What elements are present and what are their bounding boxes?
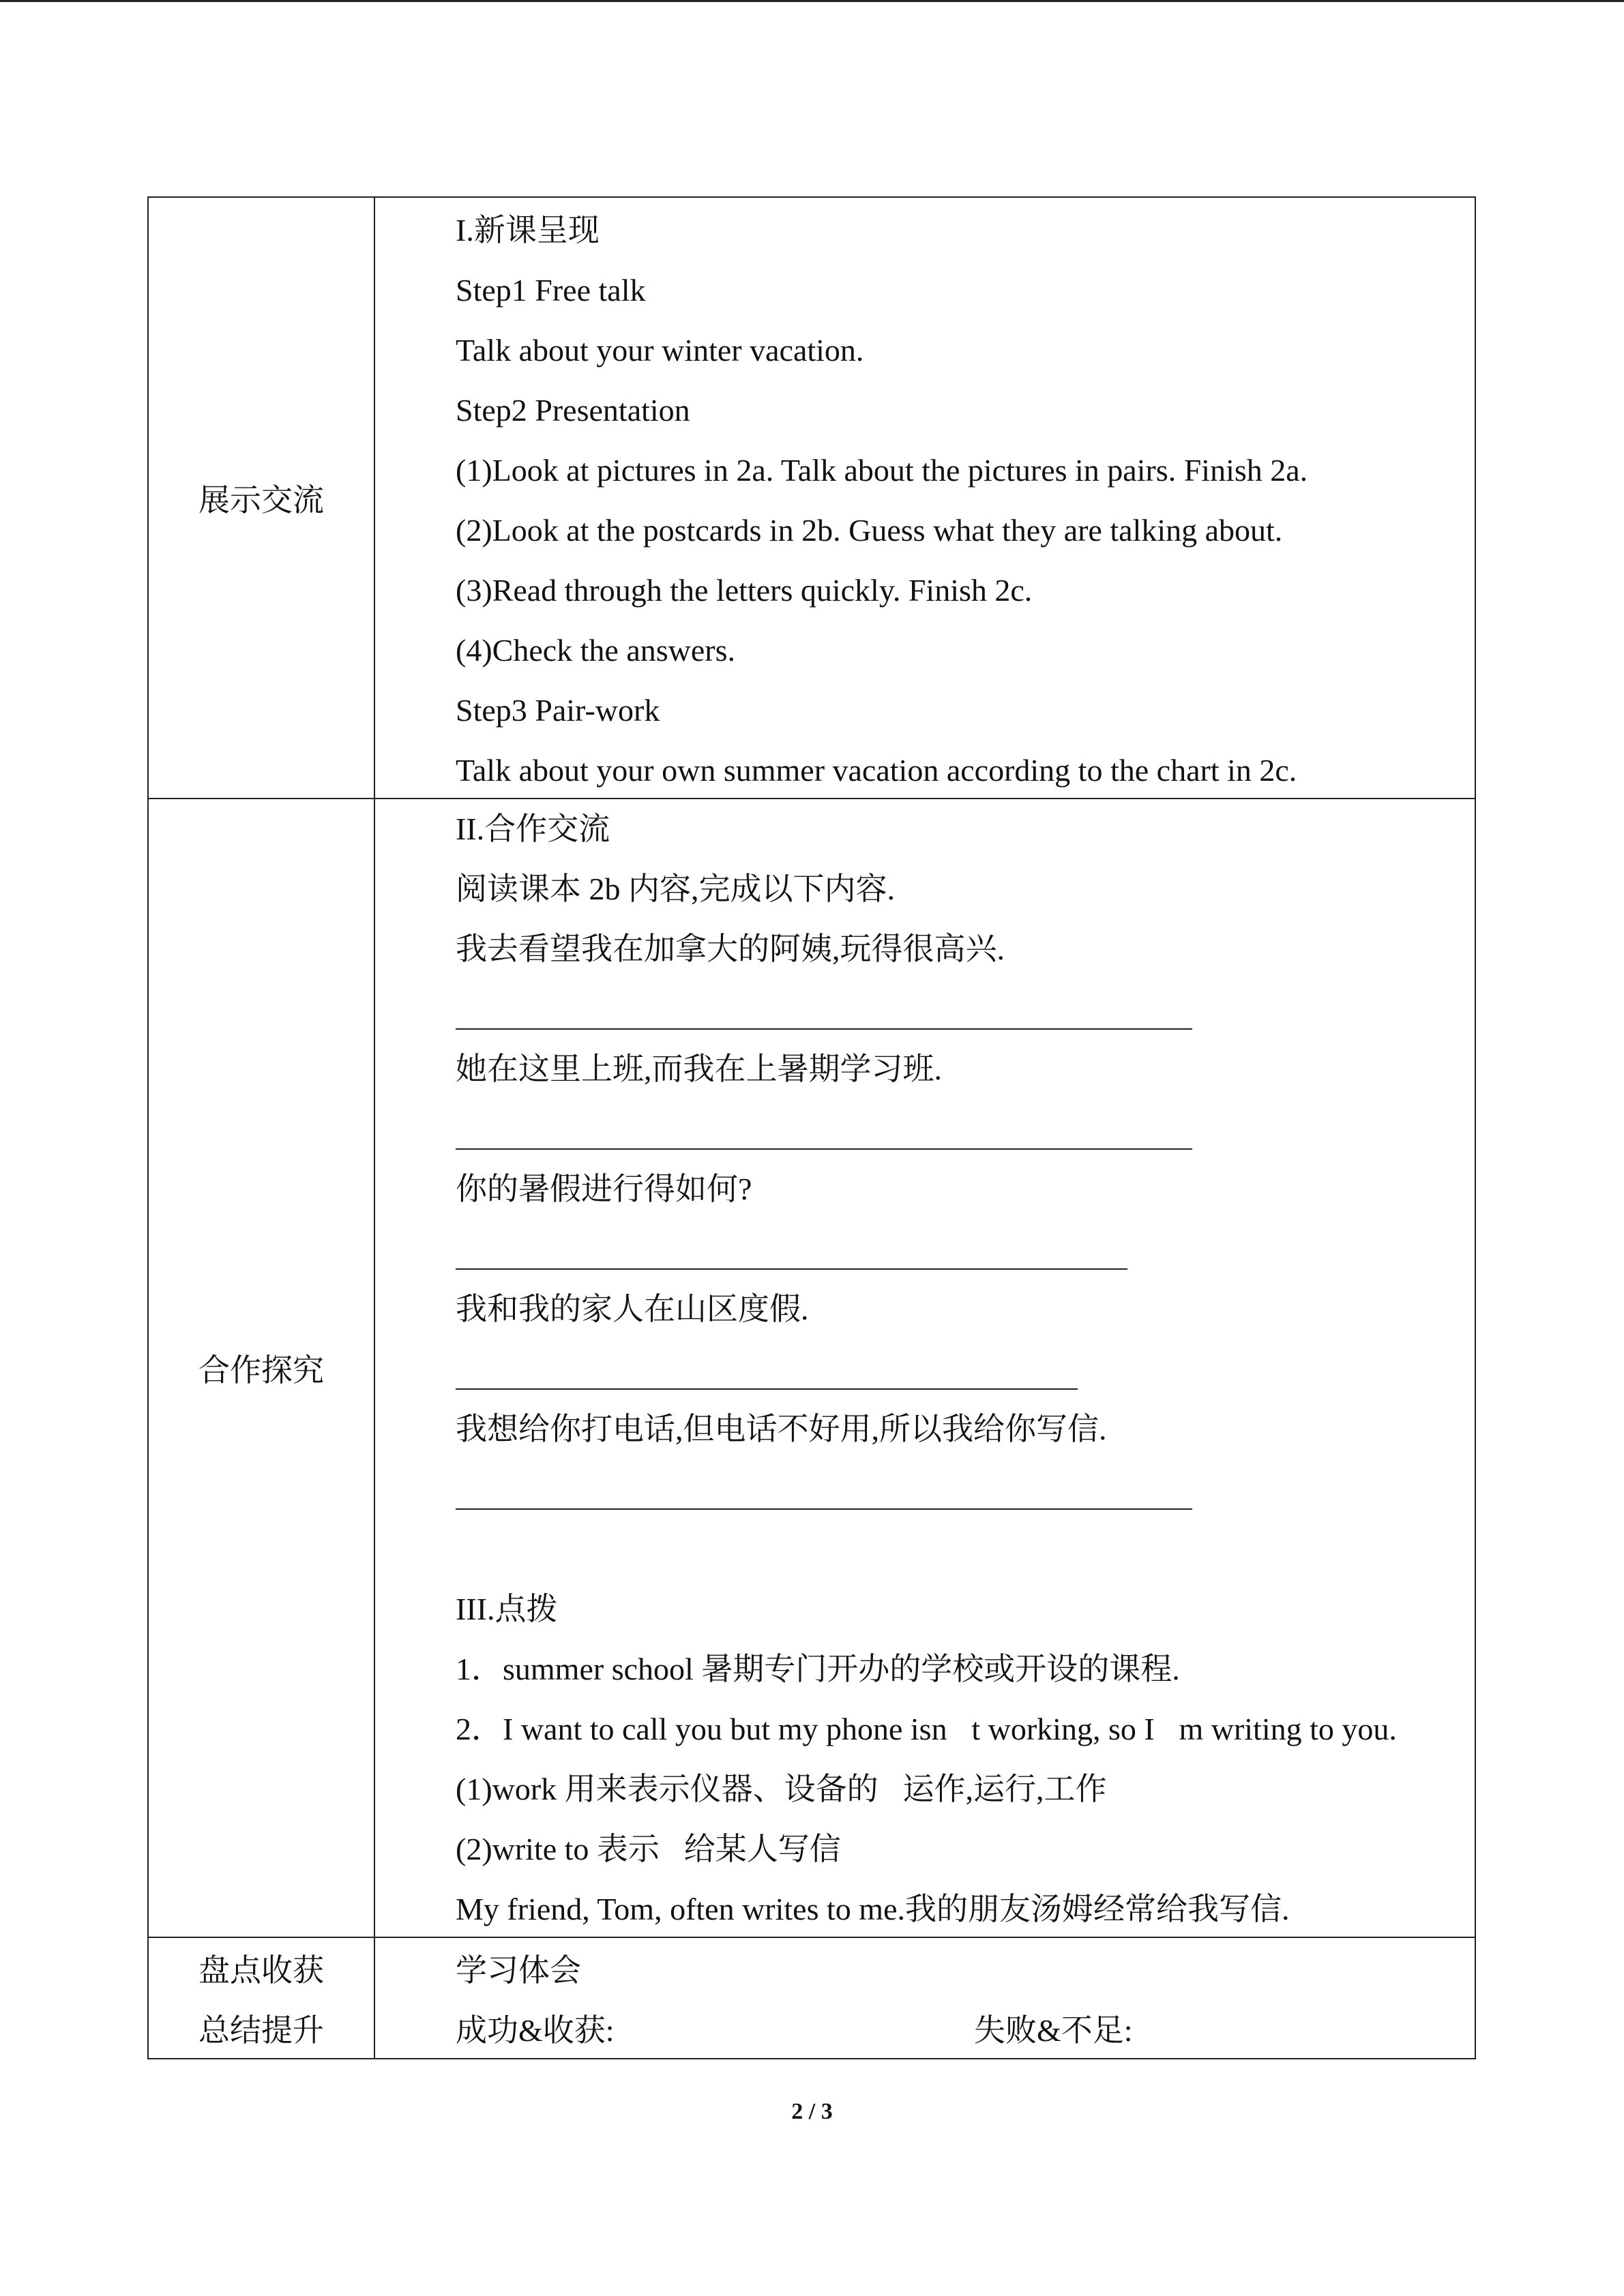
step-line: Step2 Presentation [456,393,690,428]
answer-blank-line[interactable] [456,1099,1475,1159]
answer-blank-line[interactable] [456,979,1475,1039]
page-indicator: 2 / 3 [791,2099,833,2124]
row-label-explore: 合作探究 [148,799,374,1937]
top-border-line [0,0,1624,2]
translation-prompt: 我和我的家人在山区度假. [456,1292,809,1326]
section-heading-tips: III.点拨 [456,1592,558,1626]
answer-blank-line[interactable] [456,1339,1475,1399]
tip-line: 2．I want to call you but my phone isn t working, so I m writing to you. [456,1712,1397,1746]
row-display [148,197,1475,799]
answer-blank-line[interactable] [456,1459,1475,1519]
step-line: Talk about your winter vacation. [456,333,864,368]
row-content-display [374,197,1475,799]
row-label-display: 展示交流 [148,197,374,799]
tip-line: (2)write to 表示 给某人写信  [456,1832,866,1866]
step-line: (4)Check the answers. [456,633,736,668]
translation-prompt: 我去看望我在加拿大的阿姨,玩得很高兴. [456,931,1005,966]
summary-label-line2: 总结提升 [198,2013,324,2048]
row-label-summary [148,1937,374,2059]
tip-line: 1．summer school 暑期专门开办的学校或开设的课程. [456,1652,1180,1686]
summary-label-line1: 盘点收获 [198,1953,324,1988]
row-summary [148,1937,1475,2059]
row-explore [148,799,1475,1937]
row-content-explore [374,799,1475,1937]
translation-prompt: 你的暑假进行得如何? [456,1172,752,1206]
step-line: (3)Read through the letters quickly. Finish 2c. [456,573,1033,608]
blank-spacer [456,1519,1475,1579]
step-line: Talk about your own summer vacation according to the chart in 2c. [456,753,1297,788]
section-heading-reflection: 学习体会 [456,1953,581,1988]
step-line: Step3 Pair-work [456,693,660,728]
step-line: Step1 Free talk [456,273,646,308]
failure-label: 失败&不足: [974,2013,1133,2048]
instruction-line: 阅读课本 2b 内容,完成以下内容. [456,871,895,906]
reflection-fields [456,2001,1475,2058]
section-heading-new-lesson: I.新课呈现 [456,213,600,248]
lesson-table [147,196,1476,2059]
tip-line: (1)work 用来表示仪器、设备的 运作,运行,工作  [456,1772,1132,1806]
section-heading-cooperation: II.合作交流 [456,811,610,846]
tip-line: My friend, Tom, often writes to me.我的朋友汤姆经常给我写信. [456,1892,1290,1926]
answer-blank-line[interactable] [456,1219,1475,1279]
step-line: (1)Look at pictures in 2a. Talk about the pictures in pairs. Finish 2a. [456,453,1308,488]
translation-prompt: 我想给你打电话,但电话不好用,所以我给你写信. [456,1412,1107,1446]
row-content-summary [374,1937,1475,2059]
success-label: 成功&收获: [456,2013,615,2048]
translation-prompt: 她在这里上班,而我在上暑期学习班. [456,1052,942,1086]
step-line: (2)Look at the postcards in 2b. Guess what they are talking about. [456,513,1283,548]
